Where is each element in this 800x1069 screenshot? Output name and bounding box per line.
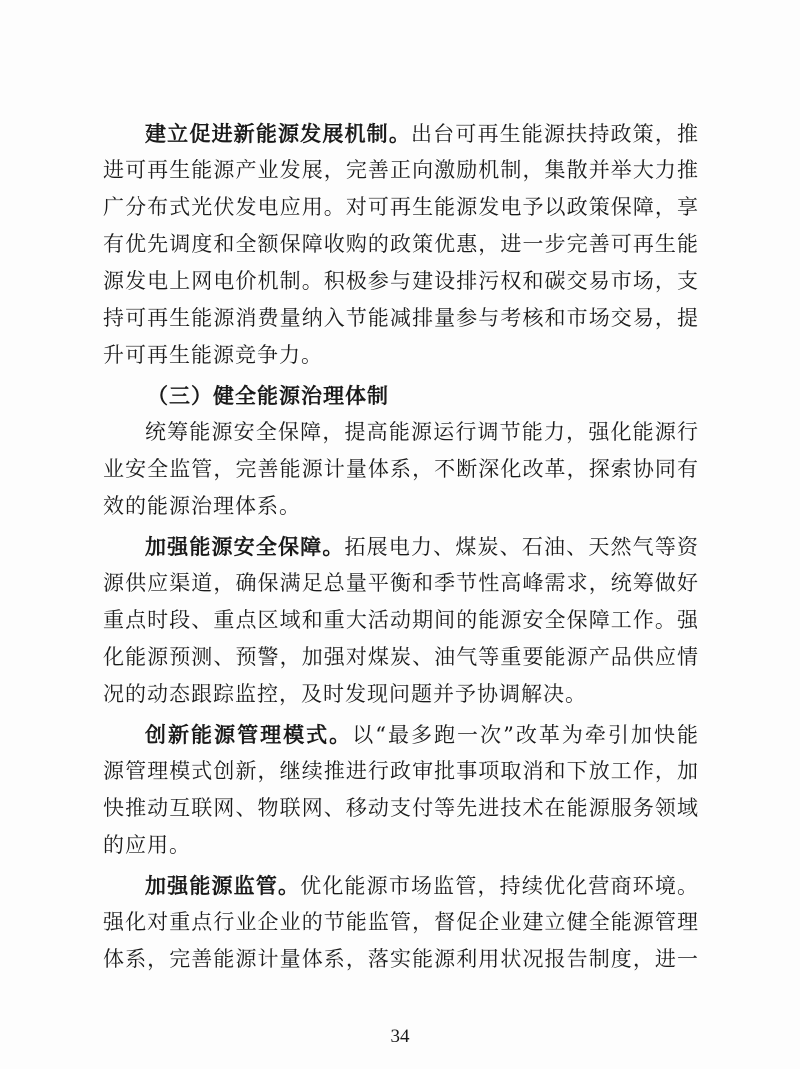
text-line: 业安全监管，完善能源计量体系，不断深化改革，探索协同有 <box>103 457 699 481</box>
page-number: 34 <box>390 1026 410 1047</box>
text-line: 源发电上网电价机制。积极参与建设排污权和碳交易市场，支 <box>103 269 699 293</box>
text-line: 建立促进新能源发展机制。出台可再生能源扶持政策，推 <box>145 121 699 146</box>
text-line: 有优先调度和全额保障收购的政策优惠，进一步完善可再生能 <box>103 232 699 256</box>
paragraph-new-energy-mechanism <box>103 115 699 374</box>
text-line: 的应用。 <box>103 833 191 857</box>
bold-lead: 加强能源监管。 <box>145 873 301 898</box>
document-body <box>103 115 699 978</box>
text-line: 体系，完善能源计量体系，落实能源利用状况报告制度，进一 <box>103 947 699 971</box>
text-line: 升可再生能源竞争力。 <box>103 343 323 367</box>
text-line: 重点时段、重点区域和重大活动期间的能源安全保障工作。强 <box>103 608 699 632</box>
text-line: 进可再生能源产业发展，完善正向激励机制，集散并举大力推 <box>103 158 699 182</box>
paragraph-management-innovation <box>103 716 699 864</box>
text-line: 强化对重点行业企业的节能监管，督促企业建立健全能源管理 <box>103 910 699 934</box>
bold-lead: 建立促进新能源发展机制。 <box>145 121 411 146</box>
text-line: 源供应渠道，确保满足总量平衡和季节性高峰需求，统筹做好 <box>103 571 699 595</box>
text-line: 效的能源治理体系。 <box>103 494 301 518</box>
text-line: 广分布式光伏发电应用。对可再生能源发电予以政策保障，享 <box>103 195 699 219</box>
paragraph-energy-supervision <box>103 867 699 978</box>
text-line: 化能源预测、预警，加强对煤炭、油气等重要能源产品供应情 <box>103 645 699 669</box>
paragraph-energy-security <box>103 528 699 713</box>
text-line: 创新能源管理模式。以“最多跑一次”改革为牵引加快能 <box>145 722 699 747</box>
bold-lead: 加强能源安全保障。 <box>145 534 345 559</box>
text-line: 统筹能源安全保障，提高能源运行调节能力，强化能源行 <box>145 420 699 444</box>
text-line: 加强能源监管。优化能源市场监管，持续优化营商环境。 <box>145 873 699 898</box>
text-line: 源管理模式创新，继续推进行政审批事项取消和下放工作，加 <box>103 759 699 783</box>
text-line: 快推动互联网、物联网、移动支付等先进技术在能源服务领域 <box>103 796 699 820</box>
text-line: 况的动态跟踪监控，及时发现问题并予协调解决。 <box>103 682 587 706</box>
paragraph-governance-intro <box>103 414 699 525</box>
bold-lead: 创新能源管理模式。 <box>145 722 353 747</box>
section-heading: （三）健全能源治理体制 <box>147 383 389 408</box>
text-line: 加强能源安全保障。拓展电力、煤炭、石油、天然气等资 <box>145 534 699 559</box>
text-line: 持可再生能源消费量纳入节能减排量参与考核和市场交易，提 <box>103 306 699 330</box>
